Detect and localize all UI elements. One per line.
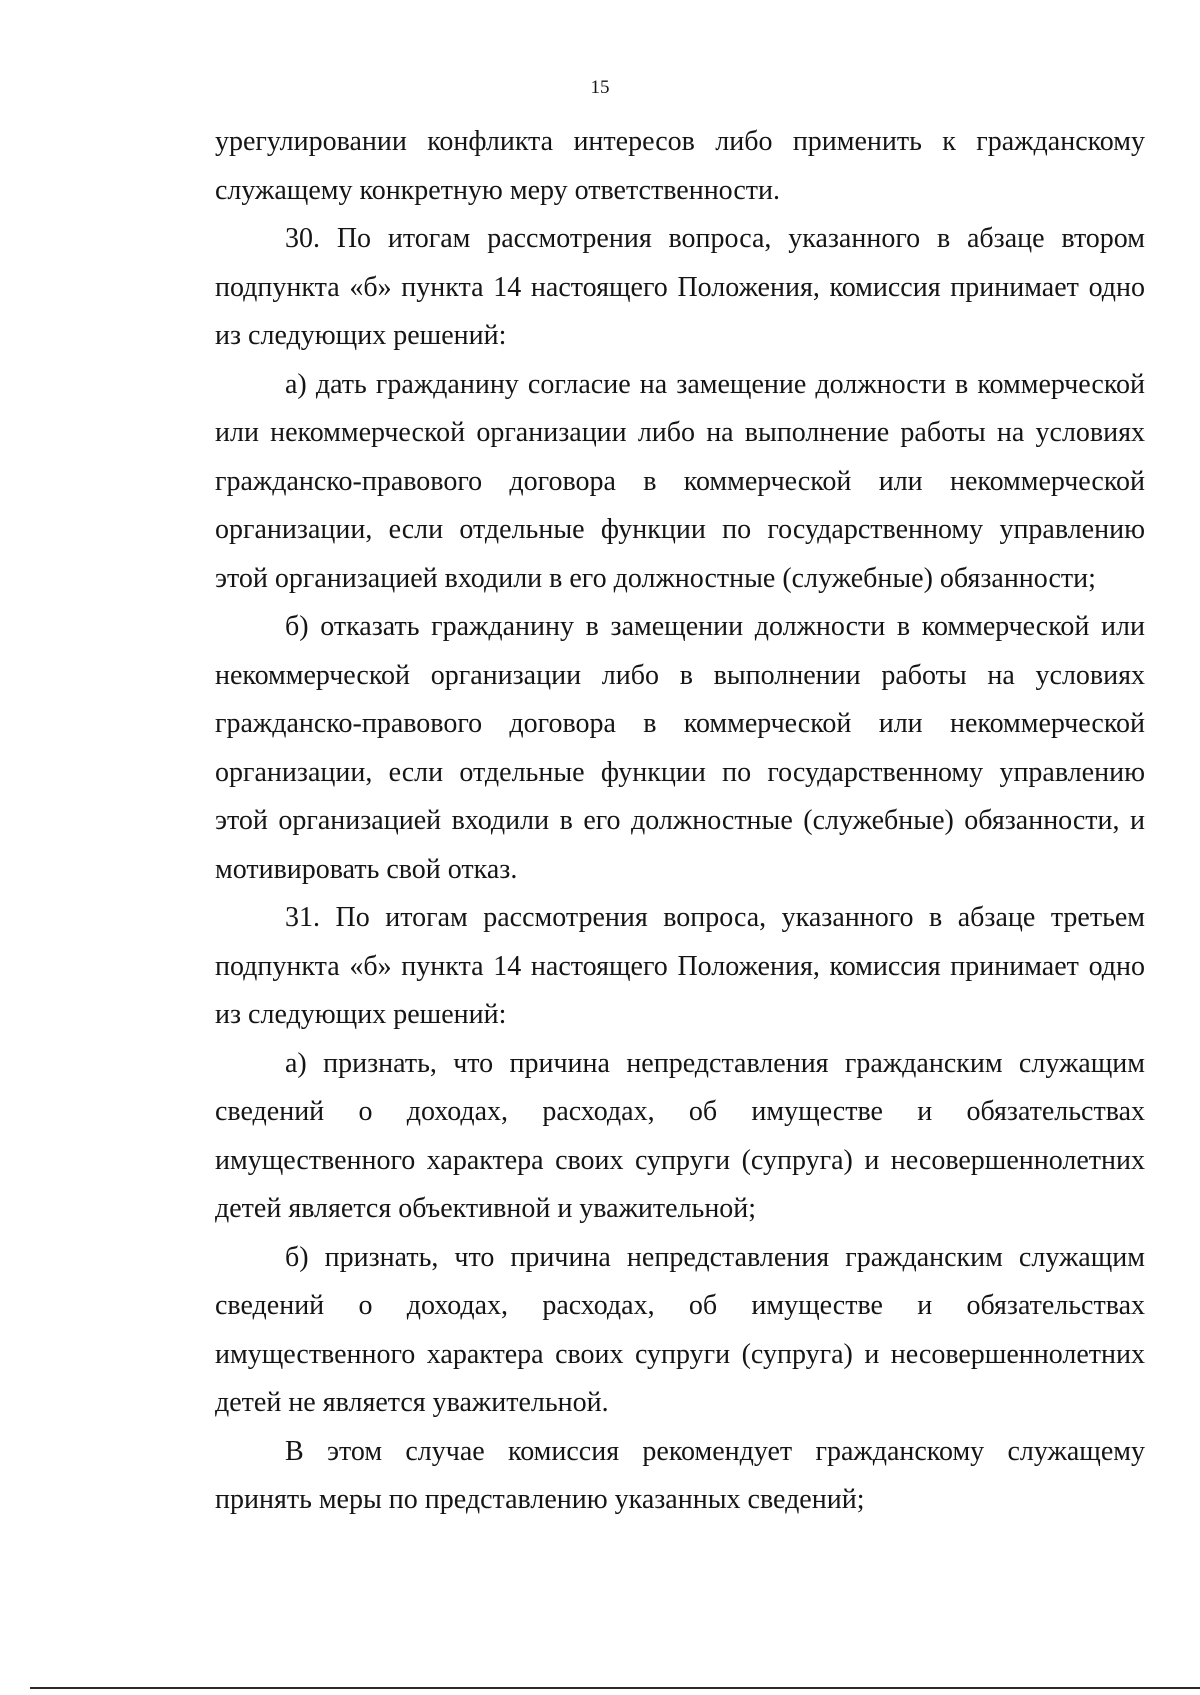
paragraph-item-30-a: а) дать гражданину согласие на замещение должности в коммерческой или некоммерческой организации либо на выполнение работы на условиях гражданско-правового договора в коммерческой или некоммерческой организации, если отдельные функции по государственному управлению этой организацией входили в его должностные (служебные) обязанности; xyxy=(215,368,1145,594)
document-body xyxy=(215,118,1145,1525)
paragraph-item-30: 30. По итогам рассмотрения вопроса, указанного в абзаце втором подпункта «б» пункта 14 настоящего Положения, комиссия принимает одно из следующих решений: xyxy=(215,223,1145,351)
page-number: 15 xyxy=(590,77,610,98)
paragraph-item-30-b: б) отказать гражданину в замещении должности в коммерческой или некоммерческой организации либо в выполнении работы на условиях гражданско-правового договора в коммерческой или некоммерческой организации, если отдельные функции по государственному управлению этой организацией входили в его должностные (служебные) обязанности, и мотивировать свой отказ. xyxy=(215,611,1145,885)
paragraph-item-31-b-note: В этом случае комиссия рекомендует гражданскому служащему принять меры по представлению указанных сведений; xyxy=(215,1435,1145,1515)
paragraph-item-31-b: б) признать, что причина непредставления гражданским служащим сведений о доходах, расходах, об имуществе и обязательствах имущественного характера своих супруги (супруга) и несовершеннолетних детей не является уважительной. xyxy=(215,1241,1145,1418)
paragraph-item-31: 31. По итогам рассмотрения вопроса, указанного в абзаце третьем подпункта «б» пункта 14 настоящего Положения, комиссия принимает одно из следующих решений: xyxy=(215,902,1145,1030)
paragraph-item-31-a: а) признать, что причина непредставления гражданским служащим сведений о доходах, расходах, об имуществе и обязательствах имущественного характера своих супруги (супруга) и несовершеннолетних детей является объективной и уважительной; xyxy=(215,1047,1145,1224)
paragraph-continuation: урегулировании конфликта интересов либо применить к гражданскому служащему конкретную меру ответственности. xyxy=(215,126,1145,206)
footer-divider xyxy=(30,1687,1200,1689)
